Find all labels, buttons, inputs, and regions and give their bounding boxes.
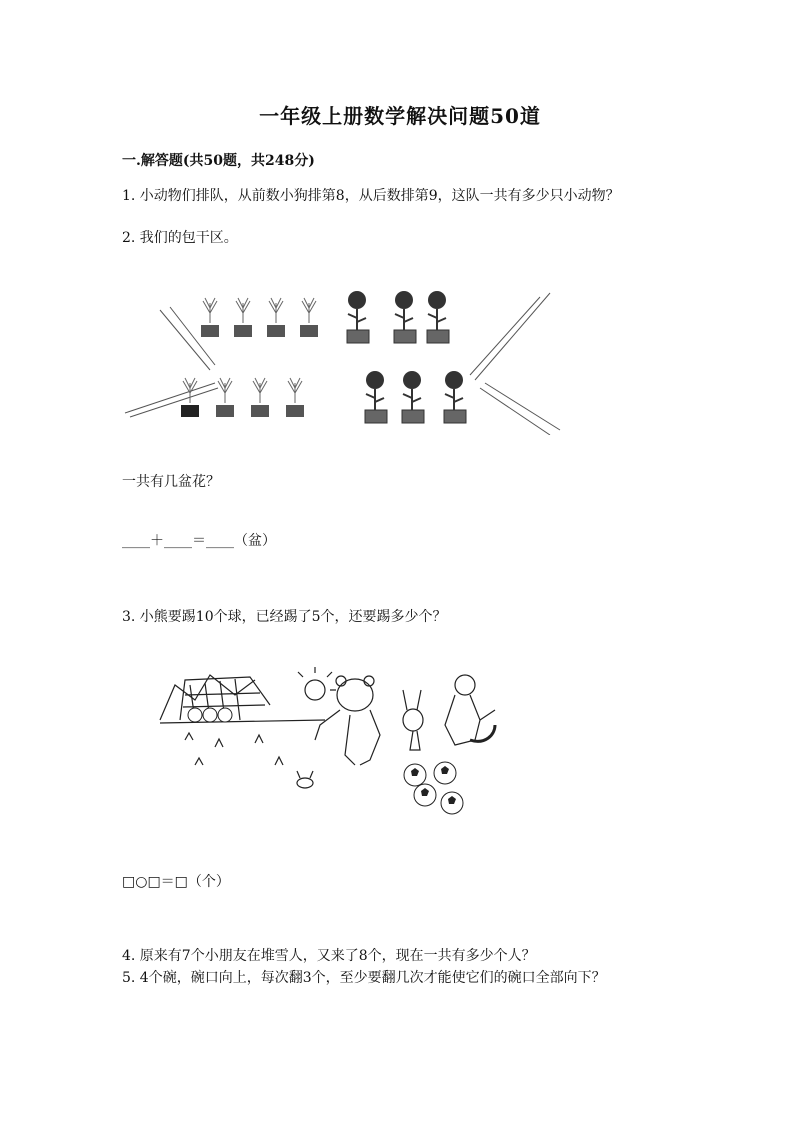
question-3-text: 3. 小熊要踢10个球，已经踢了5个，还要踢多少个？ (122, 609, 447, 625)
bear-soccer-illustration (155, 665, 505, 825)
question-2-answer-blank: ____＋____＝____（盆） (122, 533, 276, 549)
question-5-text: 5. 4个碗，碗口向上，每次翻3个，至少要翻几次才能使它们的碗口全部向下？ (122, 970, 606, 986)
flower-pots-illustration (120, 285, 570, 435)
section-heading: 一.解答题(共50题，共248分) (122, 153, 315, 169)
dark-flower-row-top (347, 291, 449, 343)
question-2-text: 2. 我们的包干区。 (122, 230, 238, 246)
question-4-text: 4. 原来有7个小朋友在堆雪人，又来了8个，现在一共有多少个人？ (122, 948, 536, 964)
question-3-answer-blank: □○□＝□（个） (122, 874, 230, 890)
question-2-subquestion: 一共有几盆花？ (122, 474, 220, 490)
light-flower-row-bottom (181, 378, 304, 417)
page-title: 一年级上册数学解决问题50道 (259, 104, 541, 128)
light-flower-row-top (201, 298, 318, 337)
question-1-text: 1. 小动物们排队，从前数小狗排第8，从后数排第9，这队一共有多少只小动物？ (122, 188, 620, 204)
dark-flower-row-bottom (365, 371, 466, 423)
